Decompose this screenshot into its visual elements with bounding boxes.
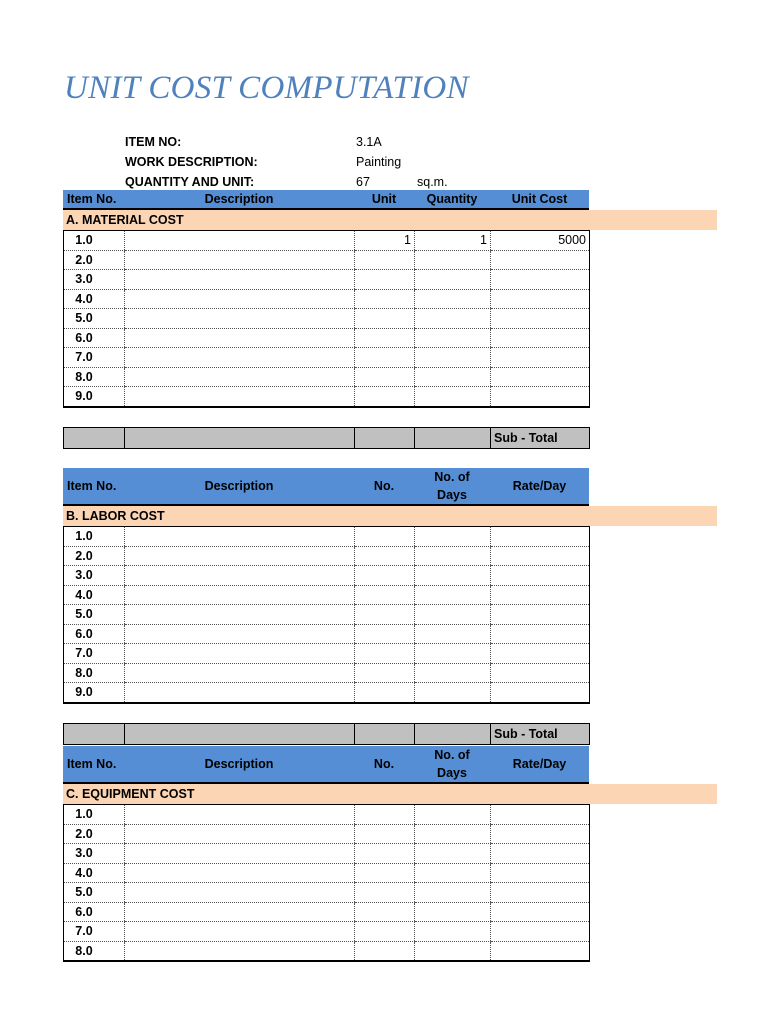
description-cell[interactable] bbox=[125, 348, 355, 368]
table-row bbox=[64, 683, 590, 703]
item-no-cell: 2.0 bbox=[64, 824, 125, 844]
col4-cell[interactable] bbox=[415, 624, 491, 644]
col3-cell[interactable] bbox=[355, 270, 415, 290]
col3-cell[interactable] bbox=[355, 605, 415, 625]
col4-cell[interactable] bbox=[415, 387, 491, 407]
col4-cell[interactable] bbox=[415, 805, 491, 825]
material-table bbox=[63, 230, 590, 408]
table-row bbox=[64, 605, 590, 625]
col3-cell[interactable] bbox=[355, 902, 415, 922]
page-title: UNIT COST COMPUTATION bbox=[64, 70, 469, 106]
col5-cell[interactable] bbox=[491, 663, 590, 683]
description-cell[interactable] bbox=[125, 805, 355, 825]
col3-cell[interactable] bbox=[355, 367, 415, 387]
equipment-category-row bbox=[63, 784, 590, 804]
col5-cell[interactable] bbox=[491, 566, 590, 586]
description-cell[interactable] bbox=[125, 367, 355, 387]
col3-cell[interactable] bbox=[355, 328, 415, 348]
description-cell[interactable] bbox=[125, 250, 355, 270]
item-no-cell: 5.0 bbox=[64, 605, 125, 625]
col5-cell[interactable] bbox=[491, 289, 590, 309]
table-row bbox=[64, 250, 590, 270]
item-no-label: ITEM NO: bbox=[125, 135, 182, 149]
material-subtotal-row bbox=[64, 427, 590, 448]
item-no-value[interactable]: 3.1A bbox=[356, 135, 382, 149]
work-description-label: WORK DESCRIPTION: bbox=[125, 155, 258, 169]
col3-cell[interactable] bbox=[355, 824, 415, 844]
subtotal-cell bbox=[415, 427, 491, 448]
description-cell[interactable] bbox=[125, 328, 355, 348]
work-description-value[interactable]: Painting bbox=[356, 155, 402, 169]
labor-header-table bbox=[63, 468, 589, 506]
subtotal-cell bbox=[415, 723, 491, 744]
item-no-cell: 8.0 bbox=[64, 367, 125, 387]
header-description: Description bbox=[124, 468, 354, 505]
description-cell[interactable] bbox=[125, 231, 355, 251]
header-no: No. bbox=[354, 746, 414, 783]
description-cell[interactable] bbox=[125, 387, 355, 407]
description-cell[interactable] bbox=[125, 683, 355, 703]
table-row bbox=[64, 585, 590, 605]
labor-header-row bbox=[63, 468, 589, 505]
col5-cell[interactable] bbox=[491, 902, 590, 922]
table-row bbox=[64, 941, 590, 961]
material-category-label: A. MATERIAL COST bbox=[66, 213, 184, 227]
description-cell[interactable] bbox=[125, 546, 355, 566]
col3-cell[interactable] bbox=[355, 863, 415, 883]
col3-cell[interactable] bbox=[355, 922, 415, 942]
table-row bbox=[64, 328, 590, 348]
material-cost-section bbox=[63, 190, 590, 449]
item-no-cell: 5.0 bbox=[64, 883, 125, 903]
quantity-unit[interactable]: sq.m. bbox=[417, 175, 448, 189]
table-row bbox=[64, 546, 590, 566]
col5-cell[interactable] bbox=[491, 348, 590, 368]
description-cell[interactable] bbox=[125, 663, 355, 683]
material-category-row bbox=[63, 210, 590, 230]
col3-cell[interactable] bbox=[355, 941, 415, 961]
item-no-cell: 3.0 bbox=[64, 844, 125, 864]
table-row bbox=[64, 844, 590, 864]
description-cell[interactable] bbox=[125, 824, 355, 844]
labor-cost-section bbox=[63, 468, 590, 745]
description-cell[interactable] bbox=[125, 624, 355, 644]
item-no-cell: 4.0 bbox=[64, 863, 125, 883]
subtotal-cell bbox=[64, 427, 125, 448]
col5-cell[interactable] bbox=[491, 683, 590, 703]
col3-cell[interactable] bbox=[355, 566, 415, 586]
col3-cell[interactable] bbox=[355, 309, 415, 329]
item-no-cell: 1.0 bbox=[64, 805, 125, 825]
col5-cell[interactable] bbox=[491, 863, 590, 883]
col5-cell[interactable] bbox=[491, 844, 590, 864]
table-row bbox=[64, 824, 590, 844]
item-no-cell: 2.0 bbox=[64, 546, 125, 566]
table-row bbox=[64, 387, 590, 407]
col3-cell[interactable] bbox=[355, 289, 415, 309]
col4-cell[interactable] bbox=[415, 902, 491, 922]
table-row bbox=[64, 367, 590, 387]
item-no-cell: 7.0 bbox=[64, 348, 125, 368]
item-no-cell: 9.0 bbox=[64, 387, 125, 407]
col5-cell[interactable] bbox=[491, 546, 590, 566]
col3-cell[interactable] bbox=[355, 348, 415, 368]
table-row bbox=[64, 231, 590, 251]
col3-cell[interactable] bbox=[355, 527, 415, 547]
col4-cell[interactable] bbox=[415, 566, 491, 586]
description-cell[interactable] bbox=[125, 941, 355, 961]
col3-cell[interactable] bbox=[355, 546, 415, 566]
col5-cell[interactable] bbox=[491, 644, 590, 664]
col5-cell[interactable] bbox=[491, 527, 590, 547]
col3-cell[interactable] bbox=[355, 250, 415, 270]
col5-cell[interactable] bbox=[491, 941, 590, 961]
col5-cell[interactable]: 5000 bbox=[491, 231, 590, 251]
subtotal-cell bbox=[125, 427, 355, 448]
labor-subtotal-row bbox=[64, 723, 590, 744]
header-description: Description bbox=[124, 190, 354, 209]
description-cell[interactable] bbox=[125, 863, 355, 883]
col4-cell[interactable] bbox=[415, 824, 491, 844]
col4-cell[interactable] bbox=[415, 844, 491, 864]
table-row bbox=[64, 863, 590, 883]
header-description: Description bbox=[124, 746, 354, 783]
item-no-cell: 1.0 bbox=[64, 231, 125, 251]
description-cell[interactable] bbox=[125, 289, 355, 309]
col3-cell[interactable] bbox=[355, 844, 415, 864]
col5-cell[interactable] bbox=[491, 585, 590, 605]
col5-cell[interactable] bbox=[491, 922, 590, 942]
col3-cell[interactable] bbox=[355, 387, 415, 407]
description-cell[interactable] bbox=[125, 844, 355, 864]
subtotal-cell bbox=[64, 723, 125, 744]
table-row bbox=[64, 902, 590, 922]
col5-cell[interactable] bbox=[491, 883, 590, 903]
material-header-row bbox=[63, 190, 589, 209]
description-cell[interactable] bbox=[125, 309, 355, 329]
equipment-cost-section bbox=[63, 746, 590, 962]
table-row bbox=[64, 289, 590, 309]
col4-cell[interactable] bbox=[415, 270, 491, 290]
item-no-cell: 6.0 bbox=[64, 902, 125, 922]
col4-cell[interactable] bbox=[415, 605, 491, 625]
table-row bbox=[64, 348, 590, 368]
description-cell[interactable] bbox=[125, 902, 355, 922]
col4-cell[interactable] bbox=[415, 250, 491, 270]
equipment-table bbox=[63, 804, 590, 962]
col4-cell[interactable] bbox=[415, 289, 491, 309]
col5-cell[interactable] bbox=[491, 250, 590, 270]
table-row bbox=[64, 270, 590, 290]
item-no-cell: 4.0 bbox=[64, 289, 125, 309]
col4-cell[interactable] bbox=[415, 585, 491, 605]
material-header-table bbox=[63, 190, 589, 210]
col4-cell[interactable] bbox=[415, 527, 491, 547]
description-cell[interactable] bbox=[125, 566, 355, 586]
quantity-unit-label: QUANTITY AND UNIT: bbox=[125, 175, 255, 189]
item-no-cell: 5.0 bbox=[64, 309, 125, 329]
header-no-of-days: No. of Days bbox=[414, 468, 490, 505]
item-no-cell: 8.0 bbox=[64, 663, 125, 683]
equipment-header-table bbox=[63, 746, 589, 784]
header-no: No. bbox=[354, 468, 414, 505]
item-no-cell: 3.0 bbox=[64, 566, 125, 586]
header-quantity: Quantity bbox=[414, 190, 490, 209]
description-cell[interactable] bbox=[125, 527, 355, 547]
col5-cell[interactable] bbox=[491, 367, 590, 387]
col5-cell[interactable] bbox=[491, 824, 590, 844]
col4-cell[interactable] bbox=[415, 328, 491, 348]
table-row bbox=[64, 805, 590, 825]
subtotal-cell bbox=[355, 427, 415, 448]
table-row bbox=[64, 922, 590, 942]
table-row bbox=[64, 883, 590, 903]
labor-category-label: B. LABOR COST bbox=[66, 509, 165, 523]
col5-cell[interactable] bbox=[491, 805, 590, 825]
col4-cell[interactable] bbox=[415, 663, 491, 683]
description-cell[interactable] bbox=[125, 922, 355, 942]
col4-cell[interactable] bbox=[415, 863, 491, 883]
labor-category-row bbox=[63, 506, 590, 526]
col3-cell[interactable] bbox=[355, 683, 415, 703]
item-no-cell: 6.0 bbox=[64, 328, 125, 348]
col4-cell[interactable] bbox=[415, 367, 491, 387]
item-no-cell: 7.0 bbox=[64, 644, 125, 664]
table-row bbox=[64, 309, 590, 329]
item-no-cell: 1.0 bbox=[64, 527, 125, 547]
col3-cell[interactable]: 1 bbox=[355, 231, 415, 251]
table-row bbox=[64, 663, 590, 683]
col4-cell[interactable] bbox=[415, 683, 491, 703]
item-no-cell: 6.0 bbox=[64, 624, 125, 644]
col4-cell[interactable] bbox=[415, 309, 491, 329]
col5-cell[interactable] bbox=[491, 624, 590, 644]
col5-cell[interactable] bbox=[491, 387, 590, 407]
col3-cell[interactable] bbox=[355, 644, 415, 664]
item-no-cell: 2.0 bbox=[64, 250, 125, 270]
col3-cell[interactable] bbox=[355, 585, 415, 605]
item-no-cell: 8.0 bbox=[64, 941, 125, 961]
description-cell[interactable] bbox=[125, 883, 355, 903]
col4-cell[interactable] bbox=[415, 883, 491, 903]
col3-cell[interactable] bbox=[355, 624, 415, 644]
col4-cell[interactable] bbox=[415, 922, 491, 942]
header-item-no: Item No. bbox=[63, 190, 124, 209]
material-subtotal-table bbox=[63, 427, 590, 449]
labor-subtotal-label: Sub - Total bbox=[491, 723, 590, 744]
table-row bbox=[64, 624, 590, 644]
quantity-value[interactable]: 67 bbox=[356, 175, 370, 189]
item-no-cell: 7.0 bbox=[64, 922, 125, 942]
description-cell[interactable] bbox=[125, 585, 355, 605]
item-no-cell: 4.0 bbox=[64, 585, 125, 605]
col5-cell[interactable] bbox=[491, 605, 590, 625]
col5-cell[interactable] bbox=[491, 309, 590, 329]
col4-cell[interactable]: 1 bbox=[415, 231, 491, 251]
subtotal-cell bbox=[125, 723, 355, 744]
col3-cell[interactable] bbox=[355, 663, 415, 683]
description-cell[interactable] bbox=[125, 644, 355, 664]
labor-subtotal-table bbox=[63, 723, 590, 745]
col5-cell[interactable] bbox=[491, 270, 590, 290]
equipment-header-row bbox=[63, 746, 589, 783]
subtotal-cell bbox=[355, 723, 415, 744]
header-unit-cost: Unit Cost bbox=[490, 190, 589, 209]
col4-cell[interactable] bbox=[415, 546, 491, 566]
material-subtotal-label: Sub - Total bbox=[491, 427, 590, 448]
header-unit: Unit bbox=[354, 190, 414, 209]
header-rate-per-day: Rate/Day bbox=[490, 746, 589, 783]
col4-cell[interactable] bbox=[415, 941, 491, 961]
table-row bbox=[64, 566, 590, 586]
col3-cell[interactable] bbox=[355, 805, 415, 825]
table-row bbox=[64, 527, 590, 547]
equipment-category-label: C. EQUIPMENT COST bbox=[66, 787, 195, 801]
header-item-no: Item No. bbox=[63, 468, 124, 505]
description-cell[interactable] bbox=[125, 270, 355, 290]
col3-cell[interactable] bbox=[355, 883, 415, 903]
header-no-of-days: No. of Days bbox=[414, 746, 490, 783]
col4-cell[interactable] bbox=[415, 348, 491, 368]
col4-cell[interactable] bbox=[415, 644, 491, 664]
col5-cell[interactable] bbox=[491, 328, 590, 348]
header-rate-per-day: Rate/Day bbox=[490, 468, 589, 505]
table-row bbox=[64, 644, 590, 664]
item-no-cell: 9.0 bbox=[64, 683, 125, 703]
labor-table bbox=[63, 526, 590, 704]
description-cell[interactable] bbox=[125, 605, 355, 625]
item-no-cell: 3.0 bbox=[64, 270, 125, 290]
header-item-no: Item No. bbox=[63, 746, 124, 783]
